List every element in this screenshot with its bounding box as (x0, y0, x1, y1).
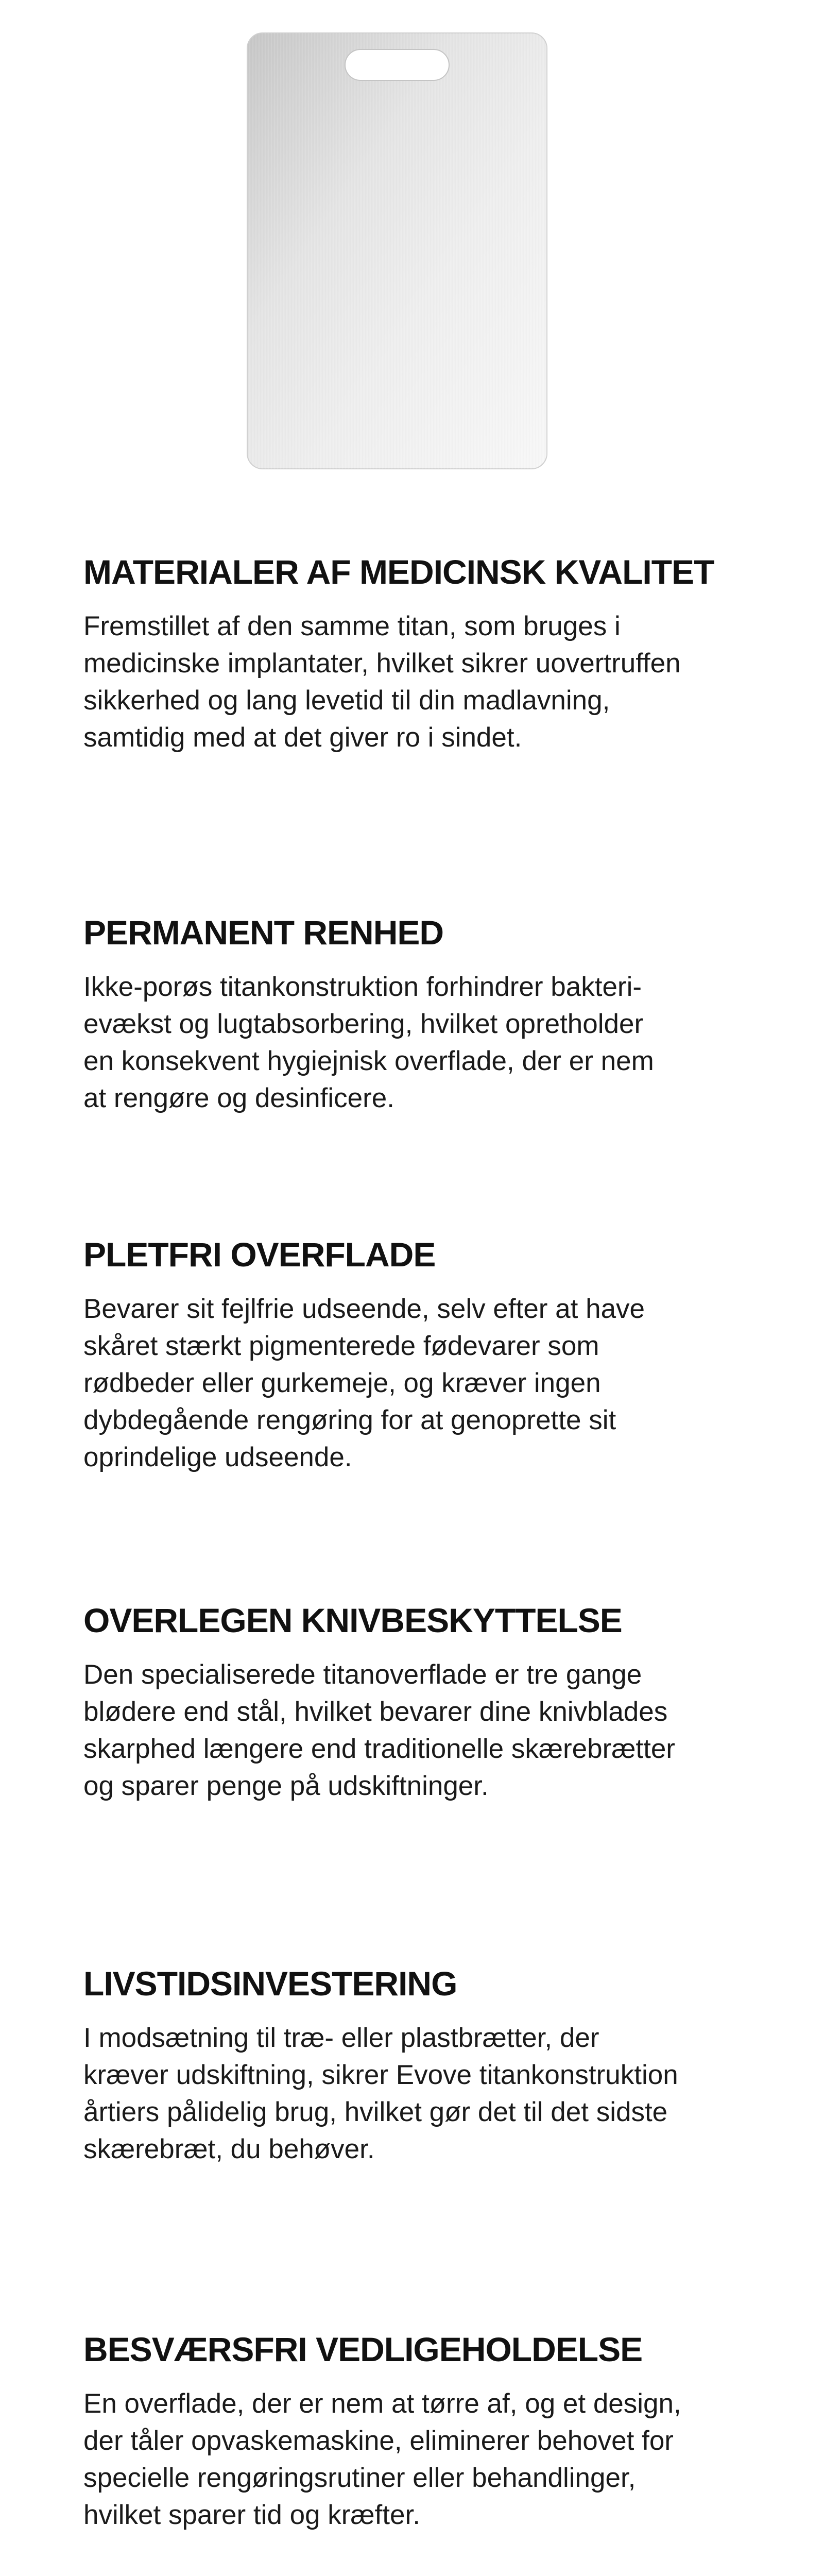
description-line: Fremstillet af den samme titan, som bruges i (83, 611, 621, 641)
description-line: årtiers pålidelig brug, hvilket gør det til det sidste (83, 2097, 668, 2127)
description-line: dybdegående rengøring for at genoprette sit (83, 1405, 616, 1435)
description-line: evækst og lugtabsorbering, hvilket opretholder (83, 1009, 644, 1039)
feature-permanent-cleanliness (83, 912, 794, 1117)
feature-title: PERMANENT RENHED (83, 913, 444, 952)
feature-easy-maintenance (83, 2329, 794, 2534)
description-line: en konsekvent hygiejnisk overflade, der er nem (83, 1046, 654, 1076)
feature-description (83, 2020, 794, 2168)
description-line: skarphed længere end traditionelle skærebrætter (83, 1734, 675, 1764)
description-line: blødere end stål, hvilket bevarer dine knivblades (83, 1697, 668, 1727)
feature-title: OVERLEGEN KNIVBESKYTTELSE (83, 1601, 622, 1639)
description-line: medicinske implantater, hvilket sikrer uovertruffen (83, 648, 681, 679)
cutting-board-image (246, 32, 548, 470)
feature-knife-protection (83, 1600, 794, 1805)
feature-description (83, 969, 794, 1117)
description-line: oprindelige udseende. (83, 1442, 352, 1472)
description-line: skåret stærkt pigmenterede fødevarer som (83, 1331, 599, 1361)
feature-description (83, 1656, 794, 1805)
feature-title: LIVSTIDSINVESTERING (83, 1964, 457, 2003)
description-line: Bevarer sit fejlfrie udseende, selv efter at have (83, 1294, 645, 1324)
description-line: der tåler opvaskemaskine, eliminerer behovet for (83, 2426, 674, 2456)
feature-description (83, 2385, 794, 2534)
description-line: og sparer penge på udskiftninger. (83, 1771, 489, 1801)
description-line: En overflade, der er nem at tørre af, og et design, (83, 2388, 681, 2419)
description-line: Den specialiserede titanoverflade er tre gange (83, 1659, 642, 1690)
feature-title: MATERIALER AF MEDICINSK KVALITET (83, 553, 714, 591)
feature-title: BESVÆRSFRI VEDLIGEHOLDELSE (83, 2330, 643, 2368)
description-line: kræver udskiftning, sikrer Evove titankonstruktion (83, 2060, 678, 2090)
feature-lifetime-investment (83, 1963, 794, 2168)
description-line: sikkerhed og lang levetid til din madlavning, (83, 685, 610, 716)
description-line: Ikke-porøs titankonstruktion forhindrer bakteri- (83, 972, 642, 1002)
description-line: rødbeder eller gurkemeje, og kræver ingen (83, 1368, 601, 1398)
description-line: at rengøre og desinficere. (83, 1083, 394, 1113)
description-line: samtidig med at det giver ro i sindet. (83, 722, 522, 753)
feature-description (83, 608, 794, 756)
description-line: skærebræt, du behøver. (83, 2134, 375, 2164)
feature-description (83, 1291, 794, 1476)
titanium-cutting-board-icon (246, 32, 548, 470)
description-line: hvilket sparer tid og kræfter. (83, 2500, 420, 2530)
description-line: I modsætning til træ- eller plastbrætter, der (83, 2023, 599, 2053)
feature-medical-grade (83, 551, 794, 756)
feature-title: PLETFRI OVERFLADE (83, 1235, 436, 1274)
feature-stainless-surface (83, 1234, 794, 1476)
description-line: specielle rengøringsrutiner eller behandlinger, (83, 2463, 636, 2493)
